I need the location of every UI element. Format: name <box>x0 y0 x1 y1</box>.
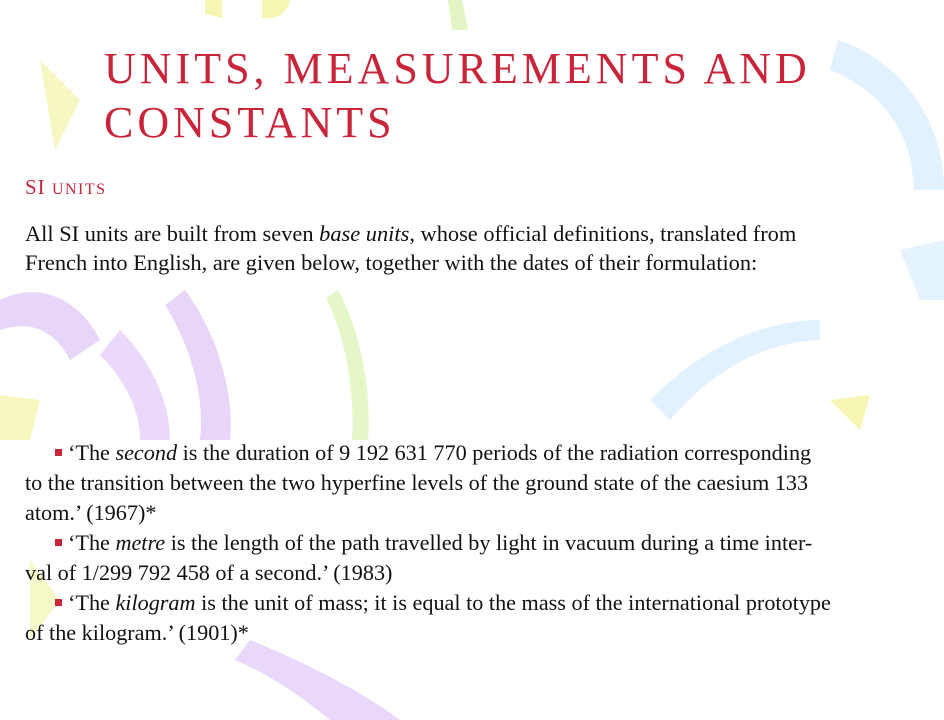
definition-line: of the kilogram.’ (1901)* <box>25 620 249 645</box>
bullet-icon <box>55 599 62 606</box>
list-item <box>25 438 927 528</box>
definition-text: ‘The <box>68 440 116 465</box>
intro-line-1 <box>25 219 940 248</box>
bullet-icon <box>55 539 62 546</box>
definition-text: is the unit of mass; it is equal to the mass of the international prototype <box>195 590 831 615</box>
page-title-line-1: UNITS, MEASUREMENTS AND <box>104 44 811 93</box>
intro-text: All SI units are built from seven <box>25 221 320 246</box>
definition-line <box>25 528 927 558</box>
intro-emphasis: base units <box>319 221 410 246</box>
definition-text: is the length of the path travelled by light in vacuum during a time inter- <box>165 530 813 555</box>
list-item <box>25 588 927 648</box>
definition-text: ‘The <box>68 590 116 615</box>
intro-paragraph <box>25 219 940 277</box>
definition-term: metre <box>115 530 166 555</box>
section-heading-prefix: SI <box>25 175 52 199</box>
intro-line-2: French into English, are given below, together with the dates of their formulation: <box>25 250 758 275</box>
section-heading-smallcaps: UNITS <box>51 181 107 198</box>
definition-line: atom.’ (1967)* <box>25 500 157 525</box>
definition-term: second <box>115 440 178 465</box>
definition-line <box>25 588 927 618</box>
definition-list <box>25 438 927 648</box>
definition-line: val of 1/299 792 458 of a second.’ (1983) <box>25 560 393 585</box>
definition-line: to the transition between the two hyperfine levels of the ground state of the caesium 133 <box>25 470 809 495</box>
intro-text: , whose official definitions, translated from <box>409 221 797 246</box>
bullet-icon <box>55 449 62 456</box>
definition-text: is the duration of 9 192 631 770 periods of the radiation corresponding <box>177 440 812 465</box>
definition-line <box>25 438 927 468</box>
definition-text: ‘The <box>68 530 116 555</box>
page-title-line-2: CONSTANTS <box>104 98 396 147</box>
list-item <box>25 528 927 588</box>
page-title <box>104 42 924 150</box>
definition-term: kilogram <box>115 590 196 615</box>
section-heading <box>25 174 107 203</box>
